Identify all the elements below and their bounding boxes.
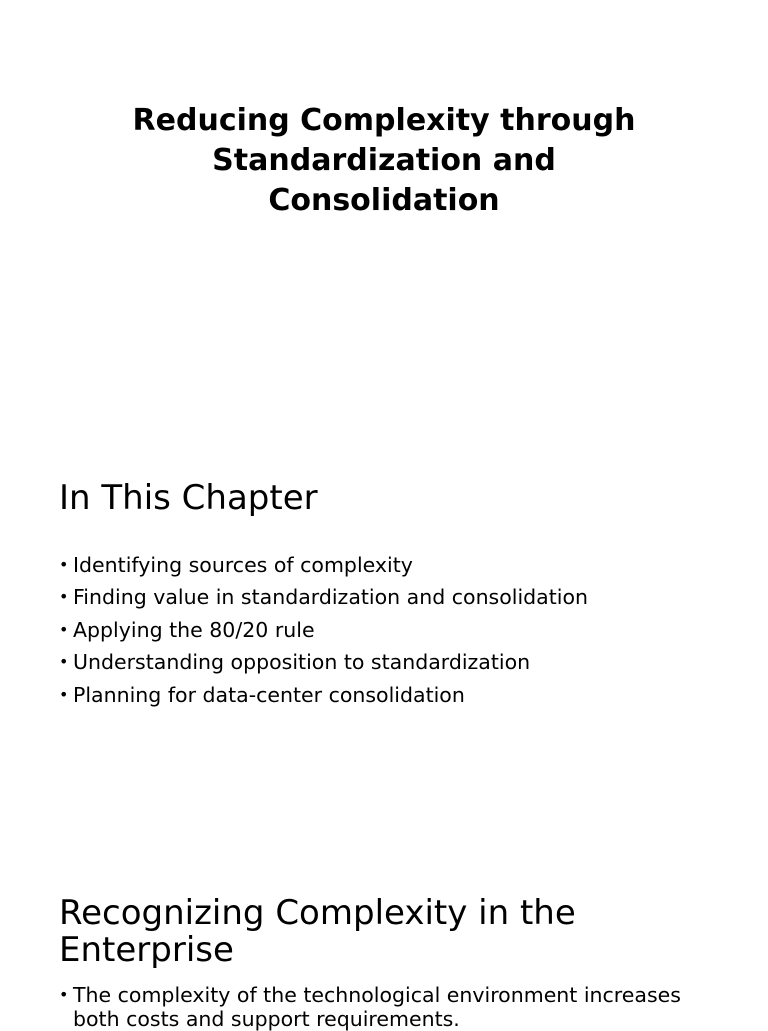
list-item: • Identifying sources of complexity bbox=[59, 549, 588, 581]
list-item: • Finding value in standardization and consolidation bbox=[59, 581, 588, 613]
list-item: • Planning for data-center consolidation bbox=[59, 679, 588, 711]
title-line: Reducing Complexity through bbox=[132, 103, 636, 138]
heading-line: Enterprise bbox=[59, 930, 234, 970]
title-line: Standardization and bbox=[212, 143, 556, 178]
list-item: • Applying the 80/20 rule bbox=[59, 614, 588, 646]
list-item: • Understanding opposition to standardization bbox=[59, 646, 588, 678]
presentation-title bbox=[0, 101, 768, 221]
list-item: • The complexity of the technological environment increases both costs and support requirements. bbox=[59, 983, 699, 1031]
chapter-bullet-list bbox=[59, 549, 588, 711]
title-slide bbox=[0, 0, 768, 280]
recognizing-heading bbox=[59, 895, 679, 969]
title-line: Consolidation bbox=[268, 183, 500, 218]
heading-line: Recognizing Complexity in the bbox=[59, 893, 576, 933]
chapter-heading: In This Chapter bbox=[59, 478, 318, 518]
